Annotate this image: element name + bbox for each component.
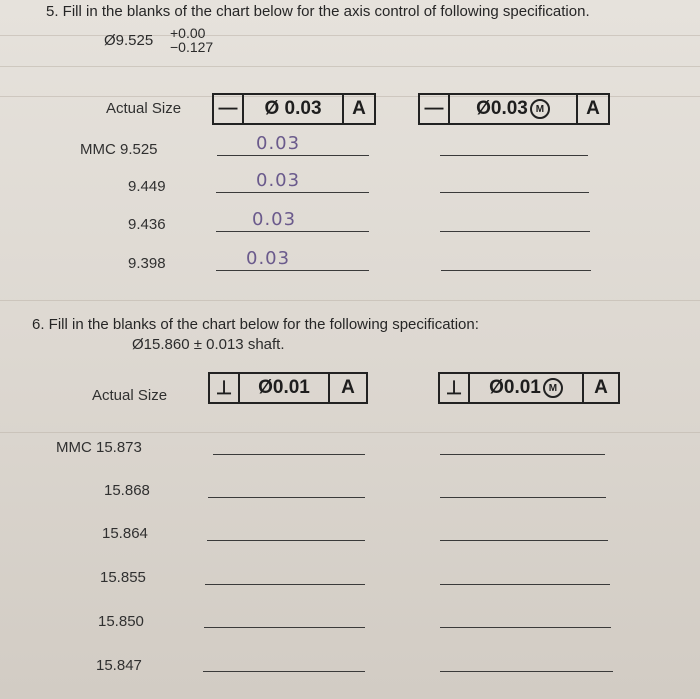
q6-row-size: 15.868 [104, 482, 150, 499]
answer-blank[interactable] [440, 155, 588, 156]
q5-spec-base: Ø9.525 [104, 32, 154, 49]
q5-actual-size-label: Actual Size [106, 100, 182, 117]
q6-actual-size-label: Actual Size [92, 387, 168, 404]
datum-ref: A [594, 377, 608, 398]
answer-blank[interactable] [440, 671, 613, 672]
answer-blank[interactable] [440, 627, 611, 628]
q6-heading: 6. Fill in the blanks of the chart below for the following specification: [32, 316, 479, 333]
mmc-modifier-icon: M [543, 378, 563, 398]
handwritten-answer: 0.03 [256, 170, 301, 191]
q6-feature-control-frame-2 [438, 372, 620, 404]
q6-spec: Ø15.860 ± 0.013 shaft. [132, 336, 285, 353]
answer-blank[interactable] [207, 540, 365, 541]
handwritten-answer: 0.03 [252, 209, 297, 230]
tolerance-with-modifier [450, 95, 578, 123]
answer-blank[interactable] [440, 192, 589, 193]
answer-blank[interactable] [213, 454, 365, 455]
q6-row-size: 15.855 [100, 569, 146, 586]
answer-blank[interactable] [440, 584, 610, 585]
tolerance-value: Ø0.01 [489, 377, 541, 398]
answer-blank[interactable] [441, 270, 591, 271]
datum-ref: A [352, 98, 366, 119]
q5-row-size: 9.436 [128, 216, 166, 233]
q6-row-size: MMC 15.873 [56, 439, 142, 456]
tolerance-value: Ø 0.03 [244, 95, 344, 123]
q5-heading: 5. Fill in the blanks of the chart below for the axis control of following specification. [46, 3, 590, 20]
tolerance-value: Ø0.03 [476, 98, 528, 119]
datum-ref: A [586, 98, 600, 119]
q6-feature-control-frame-1 [208, 372, 368, 404]
answer-blank[interactable] [440, 231, 590, 232]
handwritten-answer: 0.03 [246, 248, 291, 269]
tolerance-with-modifier [470, 374, 584, 402]
mmc-modifier-icon: M [530, 99, 550, 119]
tolerance-value: Ø0.01 [240, 374, 330, 402]
q5-feature-control-frame-2 [418, 93, 610, 125]
answer-blank[interactable] [216, 270, 369, 271]
q5-row-size: 9.449 [128, 178, 166, 195]
answer-blank[interactable] [440, 454, 605, 455]
answer-blank[interactable] [203, 671, 365, 672]
perpendicularity-symbol: ⊥ [210, 374, 240, 402]
q5-spec-upper: +0.00 [170, 25, 206, 41]
answer-blank[interactable] [205, 584, 365, 585]
q5-row-size: 9.398 [128, 255, 166, 272]
q6-row-size: 15.864 [102, 525, 148, 542]
straightness-symbol: — [420, 95, 450, 123]
q5-row-size: MMC 9.525 [80, 141, 158, 158]
q6-row-size: 15.850 [98, 613, 144, 630]
answer-blank[interactable] [440, 497, 606, 498]
perpendicularity-symbol: ⊥ [440, 374, 470, 402]
datum-ref: A [341, 377, 355, 398]
answer-blank[interactable] [217, 155, 369, 156]
straightness-symbol: — [214, 95, 244, 123]
q5-spec-lower: −0.127 [170, 39, 214, 55]
answer-blank[interactable] [216, 231, 369, 232]
answer-blank[interactable] [208, 497, 365, 498]
handwritten-answer: 0.03 [256, 133, 301, 154]
q5-feature-control-frame-1 [212, 93, 376, 125]
answer-blank[interactable] [216, 192, 369, 193]
q6-row-size: 15.847 [96, 657, 142, 674]
q5-spec-tolerance [170, 26, 213, 54]
answer-blank[interactable] [204, 627, 365, 628]
answer-blank[interactable] [440, 540, 608, 541]
